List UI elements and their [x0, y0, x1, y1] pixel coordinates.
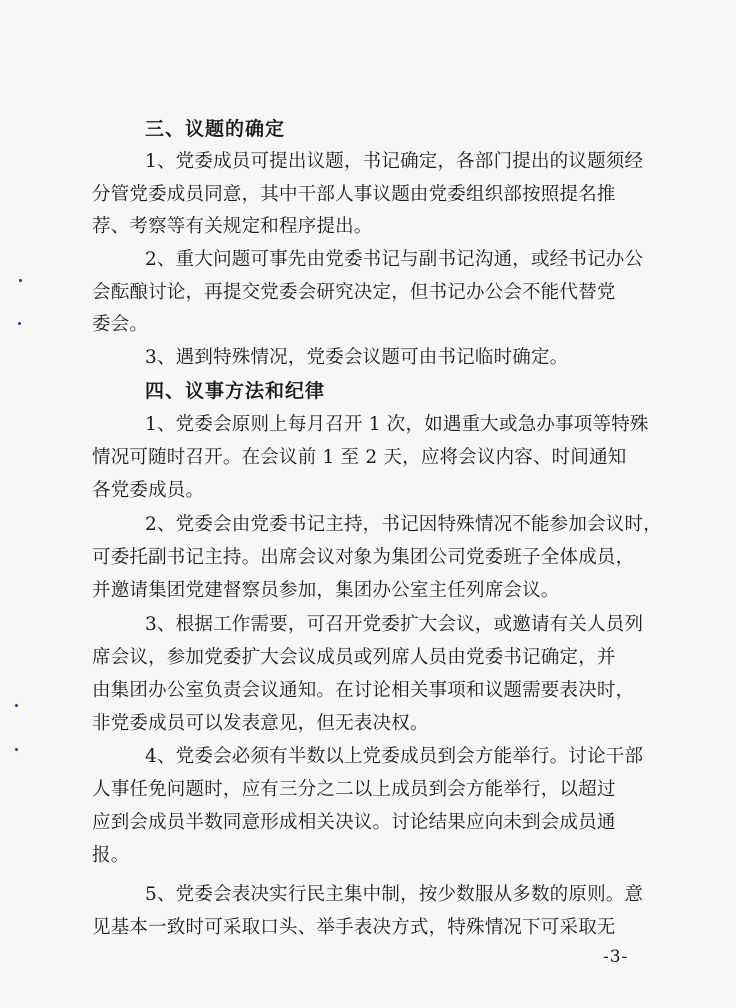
s3-p2-line-1: 2、重大问题可事先由党委书记与副书记沟通，或经书记办公: [145, 249, 644, 270]
s4-p4-line-2: 人事任免问题时，应有三分之二以上成员到会方能举行，以超过: [92, 779, 616, 800]
s3-p1-line-3: 荐、考察等有关规定和程序提出。: [92, 216, 373, 237]
s4-p2-line-2: 可委托副书记主持。出席会议对象为集团公司党委班子全体成员，: [92, 547, 635, 568]
s4-p2-line-1: 2、党委会由党委书记主持，书记因特殊情况不能参加会议时，: [145, 514, 662, 535]
s4-p1-line-3: 各党委成员。: [92, 480, 205, 501]
s4-p1-line-2: 情况可随时召开。在会议前 1 至 2 天，应将会议内容、时间通知: [92, 447, 627, 468]
s4-p4-line-1: 4、党委会必须有半数以上党委成员到会方能举行。讨论干部: [145, 746, 644, 767]
scan-dot-mark: [19, 279, 22, 282]
s4-p4-line-3: 应到会成员半数同意形成相关决议。讨论结果应向未到会成员通: [92, 812, 616, 833]
s4-p4-line-4: 报。: [92, 845, 130, 866]
s3-p2-line-2: 会酝酿讨论，再提交党委会研究决定，但书记办公会不能代替党: [92, 282, 616, 303]
s3-p3-line-1: 3、遇到特殊情况，党委会议题可由书记临时确定。: [145, 347, 569, 368]
s4-p3-line-4: 非党委成员可以发表意见，但无表决权。: [92, 713, 429, 734]
s4-p5-line-2: 见基本一致时可采取口头、举手表决方式，特殊情况下可采取无: [92, 917, 616, 938]
scan-dot-mark: [15, 704, 18, 707]
page-number: -3-: [603, 947, 629, 967]
s4-p5-line-1: 5、党委会表决实行民主集中制，按少数服从多数的原则。意: [145, 884, 644, 905]
s4-p3-line-1: 3、根据工作需要，可召开党委扩大会议，或邀请有关人员列: [145, 614, 644, 635]
s4-p3-line-3: 由集团办公室负责会议通知。在讨论相关事项和议题需要表决时，: [92, 680, 635, 701]
scan-dot-mark: [18, 322, 21, 325]
s3-p1-line-1: 1、党委成员可提出议题，书记确定，各部门提出的议题须经: [145, 151, 644, 172]
s3-p1-line-2: 分管党委成员同意，其中干部人事议题由党委组织部按照提名推: [92, 184, 616, 205]
section-3-heading: 三、议题的确定: [145, 118, 286, 140]
s3-p2-line-3: 委会。: [92, 314, 149, 335]
s4-p2-line-3: 并邀请集团党建督察员参加，集团办公室主任列席会议。: [92, 580, 560, 601]
s4-p3-line-2: 席会议，参加党委扩大会议成员或列席人员由党委书记确定，并: [92, 647, 616, 668]
section-4-heading: 四、议事方法和纪律: [145, 380, 326, 402]
scan-dot-mark: [15, 748, 18, 751]
s4-p1-line-1: 1、党委会原则上每月召开 1 次，如遇重大或急办事项等特殊: [145, 414, 649, 435]
